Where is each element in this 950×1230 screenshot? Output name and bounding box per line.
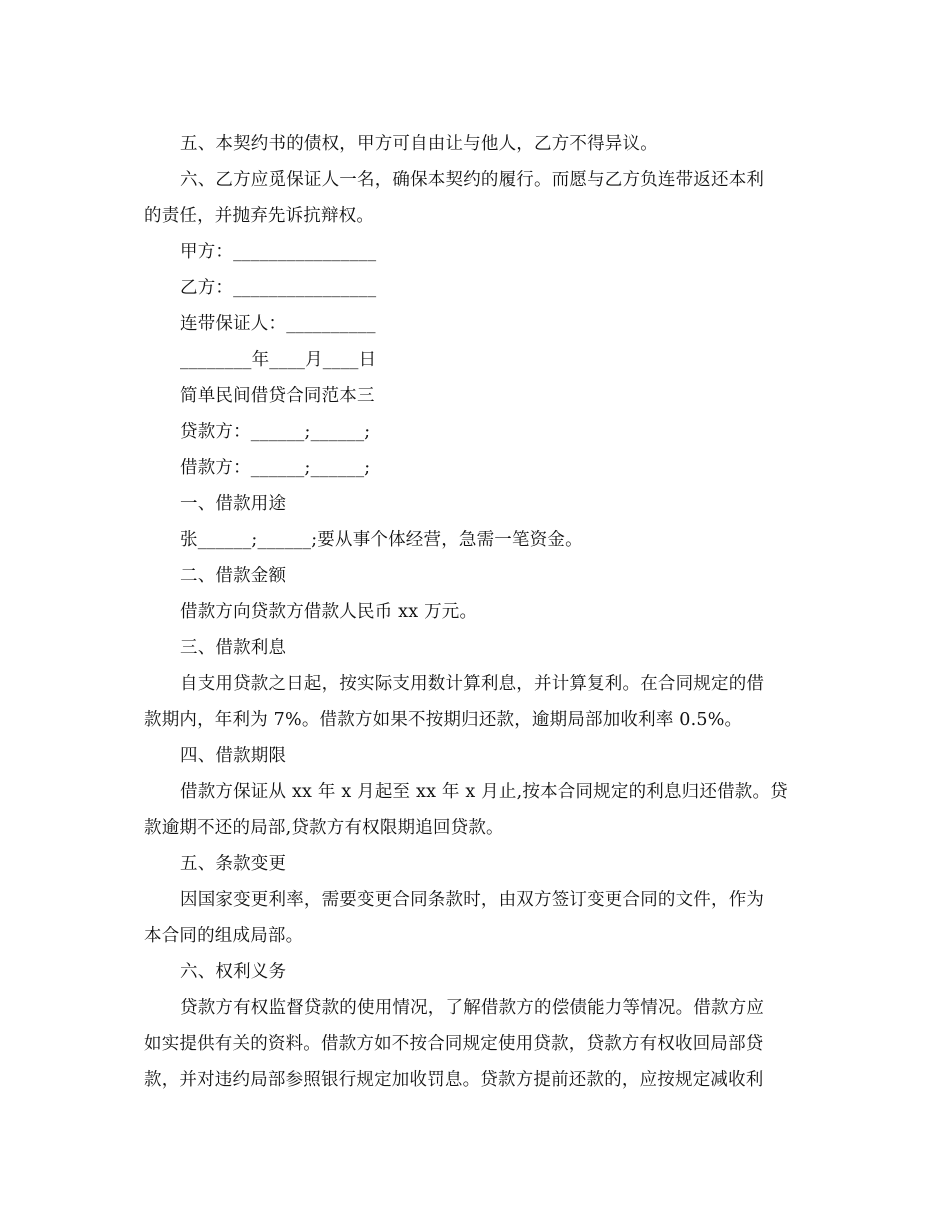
date-line: ________年____月____日 (180, 350, 377, 370)
text-line: 本合同的组成局部。 (144, 926, 304, 946)
clause-heading: 二、借款金额 (180, 566, 287, 586)
text-line: 如实提供有关的资料。借款方如不按合同规定使用贷款，贷款方有权收回局部贷 (144, 1034, 764, 1054)
text-line: 款，并对违约局部参照银行规定加收罚息。贷款方提前还款的，应按规定减收利 (144, 1070, 764, 1090)
text-line: 六、乙方应觅保证人一名，确保本契约的履行。而愿与乙方负连带返还本利 (180, 170, 765, 190)
signature-line-guarantor: 连带保证人：__________ (180, 314, 376, 334)
borrower-line: 借款方：______;______; (180, 458, 371, 478)
clause-heading: 五、条款变更 (180, 854, 287, 874)
clause-heading: 六、权利义务 (180, 962, 287, 982)
clause-heading: 三、借款利息 (180, 638, 287, 658)
clause-heading: 一、借款用途 (180, 494, 287, 514)
section-title: 简单民间借贷合同范本三 (180, 386, 375, 406)
text-line: 款期内，年利为 7%。借款方如果不按期归还款，逾期局部加收利率 0.5%。 (144, 710, 743, 730)
text-line: 的责任，并抛弃先诉抗辩权。 (144, 206, 375, 226)
signature-line-party-b: 乙方：________________ (180, 278, 377, 298)
text-line: 因国家变更利率，需要变更合同条款时，由双方签订变更合同的文件，作为 (180, 890, 765, 910)
text-line: 张______;______;要从事个体经营，急需一笔资金。 (180, 530, 583, 550)
text-line: 借款方保证从 xx 年 x 月起至 xx 年 x 月止,按本合同规定的利息归还借款。贷 (180, 782, 788, 802)
text-line: 自支用贷款之日起，按实际支用数计算利息，并计算复利。在合同规定的借 (180, 674, 765, 694)
signature-line-party-a: 甲方：________________ (180, 242, 377, 262)
text-line: 借款方向贷款方借款人民币 xx 万元。 (180, 602, 478, 622)
lender-line: 贷款方：______;______; (180, 422, 371, 442)
text-line: 五、本契约书的债权，甲方可自由让与他人，乙方不得异议。 (180, 134, 658, 154)
clause-heading: 四、借款期限 (180, 746, 287, 766)
document-body (144, 126, 804, 1098)
text-line: 款逾期不还的局部,贷款方有权限期追回贷款。 (144, 818, 504, 838)
text-line: 贷款方有权监督贷款的使用情况，了解借款方的偿债能力等情况。借款方应 (180, 998, 765, 1018)
